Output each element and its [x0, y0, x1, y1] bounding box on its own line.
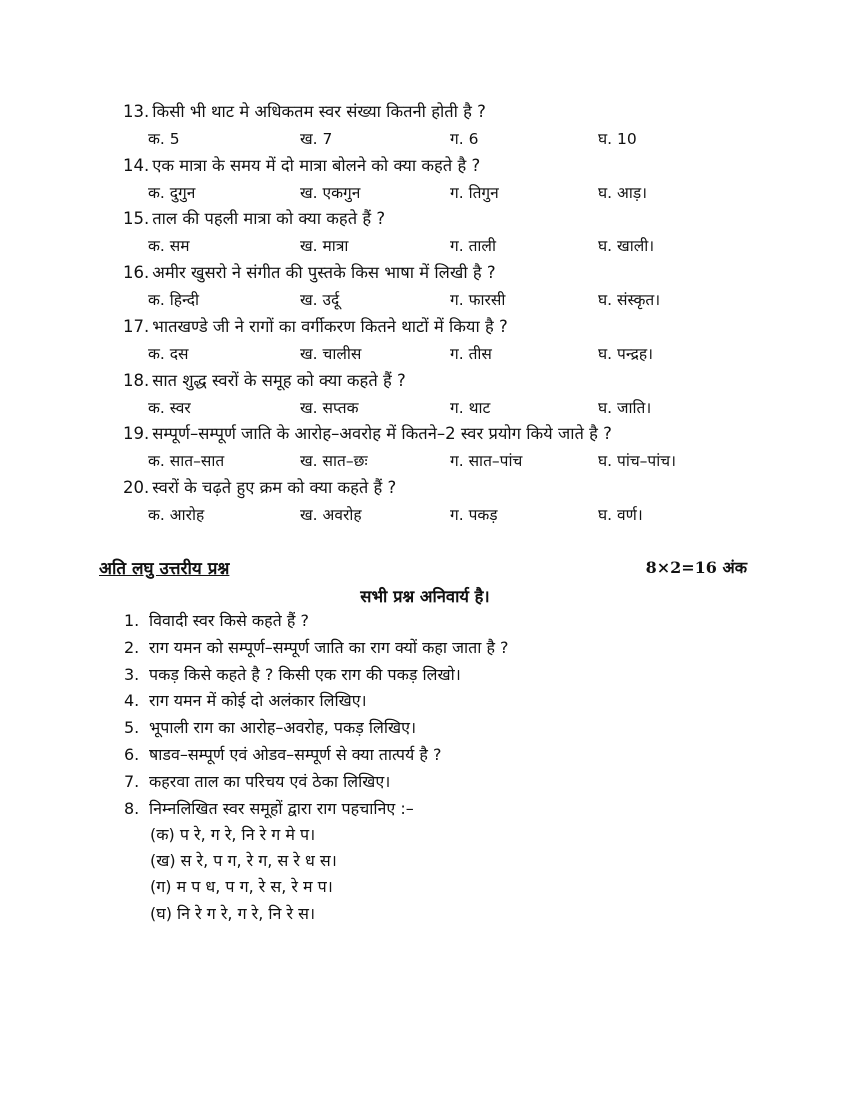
swar-group-gha: (घ) नि रे ग रे, ग रे, नि रे स। — [150, 904, 316, 923]
option-b: ख. मात्रा — [300, 237, 349, 255]
option-c: ग. ताली — [450, 237, 496, 255]
option-a: क. दस — [148, 345, 189, 363]
short-question-2 — [124, 638, 764, 658]
option-a: क. सम — [148, 237, 190, 255]
option-c: ग. फारसी — [450, 291, 506, 309]
option-d: घ. खाली। — [598, 237, 655, 255]
option-a: क. सात–सात — [148, 452, 225, 470]
question-16 — [123, 263, 763, 283]
option-c: ग. तिगुन — [450, 184, 499, 202]
swar-group-ka: (क) प रे, ग रे, नि रे ग मे प। — [150, 825, 316, 844]
option-d: घ. संस्कृत। — [598, 291, 661, 309]
question-number: 2. — [124, 638, 140, 657]
question-number: 17. — [123, 317, 150, 336]
question-text: निम्नलिखित स्वर समूहों द्वारा राग पहचानिए :– — [149, 799, 414, 818]
option-a: क. दुगुन — [148, 184, 196, 202]
question-text: सम्पूर्ण–सम्पूर्ण जाति के आरोह–अवरोह में कितने–2 स्वर प्रयोग किये जाते है ? — [152, 424, 612, 443]
question-number: 14. — [123, 156, 150, 175]
option-c: ग. थाट — [450, 399, 491, 417]
question-text: कहरवा ताल का परिचय एवं ठेका लिखिए। — [149, 772, 391, 791]
question-15 — [123, 209, 763, 229]
question-19 — [123, 424, 763, 444]
question-text: विवादी स्वर किसे कहते हैं ? — [149, 611, 309, 630]
question-number: 19. — [123, 424, 150, 443]
option-d: घ. पन्द्रह। — [598, 345, 653, 363]
question-text: सात शुद्ध स्वरों के समूह को क्या कहते हैं ? — [152, 371, 406, 390]
question-number: 8. — [124, 799, 140, 818]
section-title: अति लघु उत्तरीय प्रश्न — [99, 559, 230, 579]
option-a: क. स्वर — [148, 399, 191, 417]
question-text: भातखण्डे जी ने रागों का वर्गीकरण कितने थाटों में किया है ? — [152, 317, 508, 336]
option-d: घ. वर्ण। — [598, 506, 643, 524]
option-a: क. हिन्दी — [148, 291, 200, 309]
question-number: 20. — [123, 478, 150, 497]
question-text: एक मात्रा के समय में दो मात्रा बोलने को क्या कहते है ? — [152, 156, 481, 175]
option-d: घ. आड़। — [598, 184, 648, 202]
option-b: ख. एकगुन — [300, 184, 361, 202]
question-text: स्वरों के चढ़ते हुए क्रम को क्या कहते हैं ? — [152, 478, 397, 497]
question-text: पकड़ किसे कहते है ? किसी एक राग की पकड़ लिखो। — [149, 665, 461, 684]
short-question-7 — [124, 772, 764, 792]
question-20 — [123, 478, 763, 498]
swar-group-ga: (ग) म प ध, प ग, रे स, रे म प। — [150, 877, 333, 896]
short-question-1 — [124, 611, 764, 631]
question-13 — [123, 102, 763, 122]
section-marks: 8×2=16 अंक — [645, 558, 747, 577]
question-text: ताल की पहली मात्रा को क्या कहते हैं ? — [152, 209, 386, 228]
question-text: राग यमन में कोई दो अलंकार लिखिए। — [149, 691, 367, 710]
question-text: राग यमन को सम्पूर्ण–सम्पूर्ण जाति का राग क्यों कहा जाता है ? — [149, 638, 509, 657]
option-d: घ. जाति। — [598, 399, 652, 417]
question-number: 3. — [124, 665, 140, 684]
short-question-5 — [124, 718, 764, 738]
question-number: 13. — [123, 102, 150, 121]
swar-group-kha: (ख) स रे, प ग, रे ग, स रे ध स। — [150, 851, 337, 870]
question-text: भूपाली राग का आरोह–अवरोह, पकड़ लिखिए। — [149, 718, 417, 737]
option-d: घ. 10 — [598, 130, 637, 148]
question-number: 5. — [124, 718, 140, 737]
option-c: ग. 6 — [450, 130, 479, 148]
option-b: ख. सात–छः — [300, 452, 368, 470]
question-number: 6. — [124, 745, 140, 764]
question-number: 15. — [123, 209, 150, 228]
option-c: ग. तीस — [450, 345, 492, 363]
option-b: ख. अवरोह — [300, 506, 362, 524]
short-question-6 — [124, 745, 764, 765]
short-question-8 — [124, 799, 764, 819]
option-b: ख. चालीस — [300, 345, 362, 363]
question-number: 7. — [124, 772, 140, 791]
question-number: 4. — [124, 691, 140, 710]
short-question-3 — [124, 665, 764, 685]
option-d: घ. पांच–पांच। — [598, 452, 676, 470]
question-number: 16. — [123, 263, 150, 282]
question-14 — [123, 156, 763, 176]
option-b: ख. उर्दू — [300, 291, 340, 309]
short-question-4 — [124, 691, 764, 711]
option-b: ख. 7 — [300, 130, 333, 148]
option-b: ख. सप्तक — [300, 399, 359, 417]
section-instruction: सभी प्रश्न अनिवार्य है। — [360, 587, 490, 606]
question-text: किसी भी थाट मे अधिकतम स्वर संख्या कितनी होती है ? — [152, 102, 486, 121]
question-number: 18. — [123, 371, 150, 390]
option-a: क. 5 — [148, 130, 180, 148]
question-number: 1. — [124, 611, 140, 630]
question-text: षाडव–सम्पूर्ण एवं ओडव–सम्पूर्ण से क्या तात्पर्य है ? — [149, 745, 442, 764]
question-18 — [123, 371, 763, 391]
option-a: क. आरोह — [148, 506, 205, 524]
question-text: अमीर खुसरो ने संगीत की पुस्तके किस भाषा में लिखी है ? — [152, 263, 496, 282]
option-c: ग. पकड़ — [450, 506, 498, 524]
option-c: ग. सात–पांच — [450, 452, 523, 470]
question-17 — [123, 317, 763, 337]
